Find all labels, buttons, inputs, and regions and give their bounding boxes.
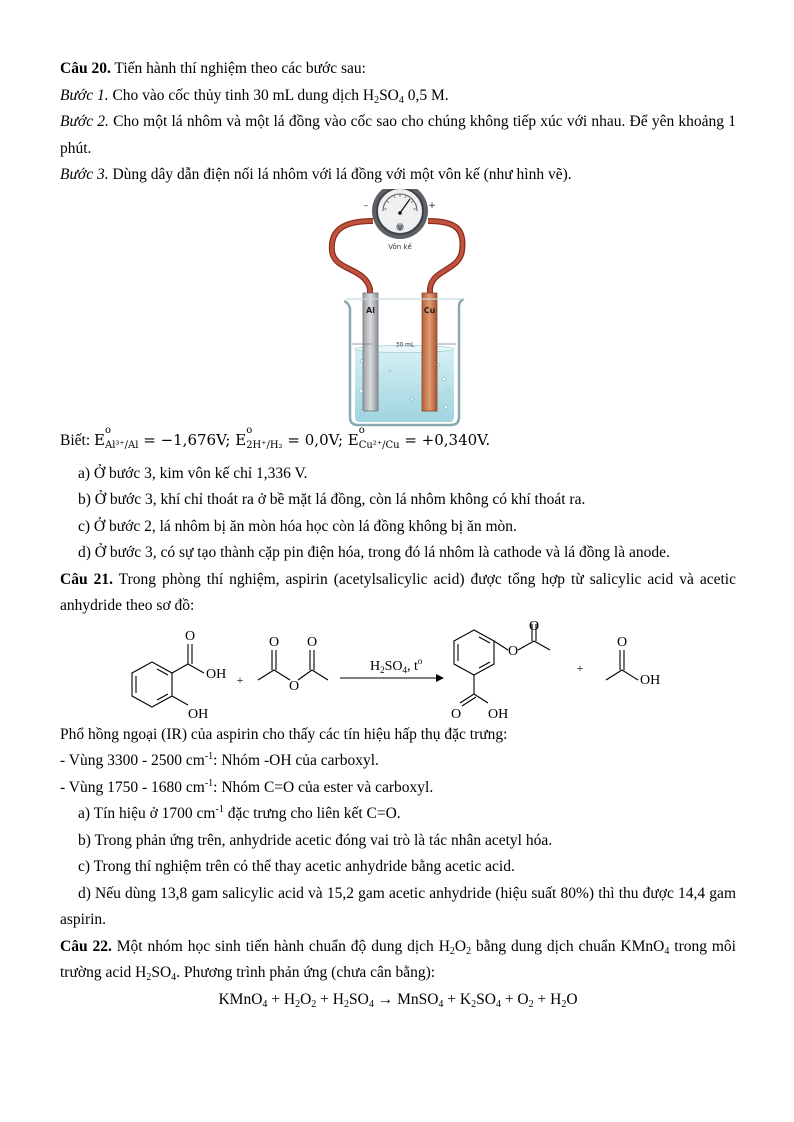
q21-option-b: b) Trong phản ứng trên, anhydride acetic đóng vai trò là tác nhân acetyl hóa.	[78, 831, 553, 849]
q20-step2: Bước 2. Cho một lá nhôm và một lá đồng vào cốc sao cho chúng không tiếp xúc với nhau. Để yên khoảng 1 phút.	[60, 113, 736, 157]
label-oh: OH	[640, 672, 661, 688]
plus-sign: +	[236, 672, 244, 687]
equation-subscript: 4	[262, 998, 268, 1010]
q21-option-d: d) Nếu dùng 13,8 gam salicylic acid và 15,2 gam acetic anhydride (hiệu suất 80%) thì thu được 14,4 gam aspirin.	[60, 884, 736, 928]
q22-equation	[60, 987, 736, 1014]
equation-term: + K	[443, 990, 472, 1008]
q20-option-c: c) Ở bước 2, lá nhôm bị ăn mòn hóa học còn lá đồng không bị ăn mòn.	[78, 517, 517, 535]
aluminum-label: Al	[366, 305, 375, 315]
equation-term: KMnO	[218, 990, 263, 1008]
label-o: O	[306, 634, 318, 650]
equation-subscript: 4	[438, 998, 444, 1010]
equation-subscript: 2	[561, 998, 567, 1010]
label-o: O	[268, 634, 280, 650]
reaction-conditions: $H_2SO_4$, $t^o$	[370, 655, 423, 675]
equation-term: → MnSO	[373, 990, 439, 1008]
equation-subscript: 4	[368, 998, 374, 1010]
aspirin-synthesis-scheme	[60, 620, 736, 722]
label-o: O	[450, 706, 462, 722]
q21-option-c: c) Trong thí nghiệm trên có thể thay acetic anhydride bằng acetic acid.	[78, 858, 515, 875]
voltmeter-symbol: V	[397, 223, 403, 232]
galvanic-cell-figure	[60, 189, 736, 427]
equation-term: + O	[500, 990, 529, 1008]
q20-title: Câu 20. Tiến hành thí nghiệm theo các bước sau:	[60, 60, 366, 77]
wire-right	[428, 221, 463, 295]
arrow-head	[436, 674, 444, 682]
equation-subscript: 2	[343, 998, 349, 1010]
plus-sign: +	[576, 660, 584, 675]
q21-ir-intro: Phổ hồng ngoại (IR) của aspirin cho thấy các tín hiệu hấp thụ đặc trưng:	[60, 725, 508, 743]
label-o: O	[184, 628, 196, 644]
label-o: O	[528, 619, 540, 634]
q20-option-a: a) Ở bước 3, kim vôn kế chỉ 1,336 V.	[78, 464, 308, 482]
salicylic-ring	[132, 662, 172, 707]
label-oh: OH	[488, 706, 509, 722]
galvanic-cell-illustration	[60, 189, 736, 427]
equation-term: + H	[267, 990, 296, 1008]
equation-subscript: 2	[311, 998, 317, 1010]
equation-subscript: 2	[528, 998, 534, 1010]
equation-term: + H	[533, 990, 562, 1008]
equation-subscript: 4	[495, 998, 501, 1010]
q20-option-b: b) Ở bước 3, khí chỉ thoát ra ở bề mặt lá đồng, còn lá nhôm không có khí thoát ra.	[78, 491, 586, 508]
equation-term: SO	[348, 990, 369, 1008]
label-oh: OH	[188, 706, 209, 722]
equation-term: O	[300, 990, 312, 1008]
q21-title: Câu 21. Trong phòng thí nghiệm, aspirin (acetylsalicylic acid) được tổng hợp từ salicylic acid và acetic anhydride theo sơ đồ:	[60, 570, 736, 614]
copper-label: Cu	[423, 305, 436, 315]
equation-term: + H	[316, 990, 344, 1008]
standard-potentials: Biết: E o $_{Al^{3+}/Al}$ = −1,676V; E o $_{2H^+/H_2}$ = 0,0V; E o $_{Cu^{2+}/Cu}$ = +0,340V.	[60, 424, 491, 451]
q20-step1: Bước 1. Cho vào cốc thủy tinh 30 mL dung dịch $H_2SO_4$ 0,5 M.	[60, 86, 449, 106]
label-o: O	[288, 678, 300, 694]
label-oh: OH	[206, 666, 227, 682]
equation-subscript: 2	[471, 998, 477, 1010]
q21-option-a: a) Tín hiệu ở 1700 $cm^{-1}$ đặc trưng cho liên kết C=O.	[78, 804, 401, 822]
page	[60, 56, 736, 1013]
label-o: O	[616, 634, 628, 650]
label-o: O	[507, 643, 519, 659]
voltmeter-minus: –	[363, 200, 369, 211]
aspirin-ring	[454, 630, 494, 675]
voltmeter-plus: +	[428, 200, 436, 211]
q21-ir-band-2: - Vùng 1750 - 1680 $cm^{-1}$: Nhóm C=O của ester và carboxyl.	[60, 777, 434, 796]
voltmeter-label: Vôn kế	[388, 242, 412, 251]
q20-option-d: d) Ở bước 3, có sự tạo thành cặp pin điện hóa, trong đó lá nhôm là cathode và lá đồng là anode.	[78, 544, 670, 561]
reaction-scheme-svg	[60, 620, 736, 722]
voltmeter	[364, 189, 436, 239]
q22-title: Câu 22. Một nhóm học sinh tiến hành chuẩn độ dung dịch $H_2O_2$ bằng dung dịch chuẩn KMnO$_4$ trong môi trường acid $H_2SO_4$. Phương trình phản ứng (chưa cân bằng):	[60, 937, 736, 983]
equation-term: SO	[476, 990, 496, 1008]
q20-step3: Bước 3. Dùng dây dẫn điện nối lá nhôm với lá đồng với một vôn kế (như hình vẽ).	[60, 166, 572, 183]
equation-subscript: 2	[295, 998, 301, 1010]
volume-mark: 30 mL	[395, 341, 415, 348]
q21-ir-band-1: - Vùng 3300 - 2500 $cm^{-1}$: Nhóm -OH của carboxyl.	[60, 751, 379, 769]
equation-term: O	[566, 990, 578, 1008]
